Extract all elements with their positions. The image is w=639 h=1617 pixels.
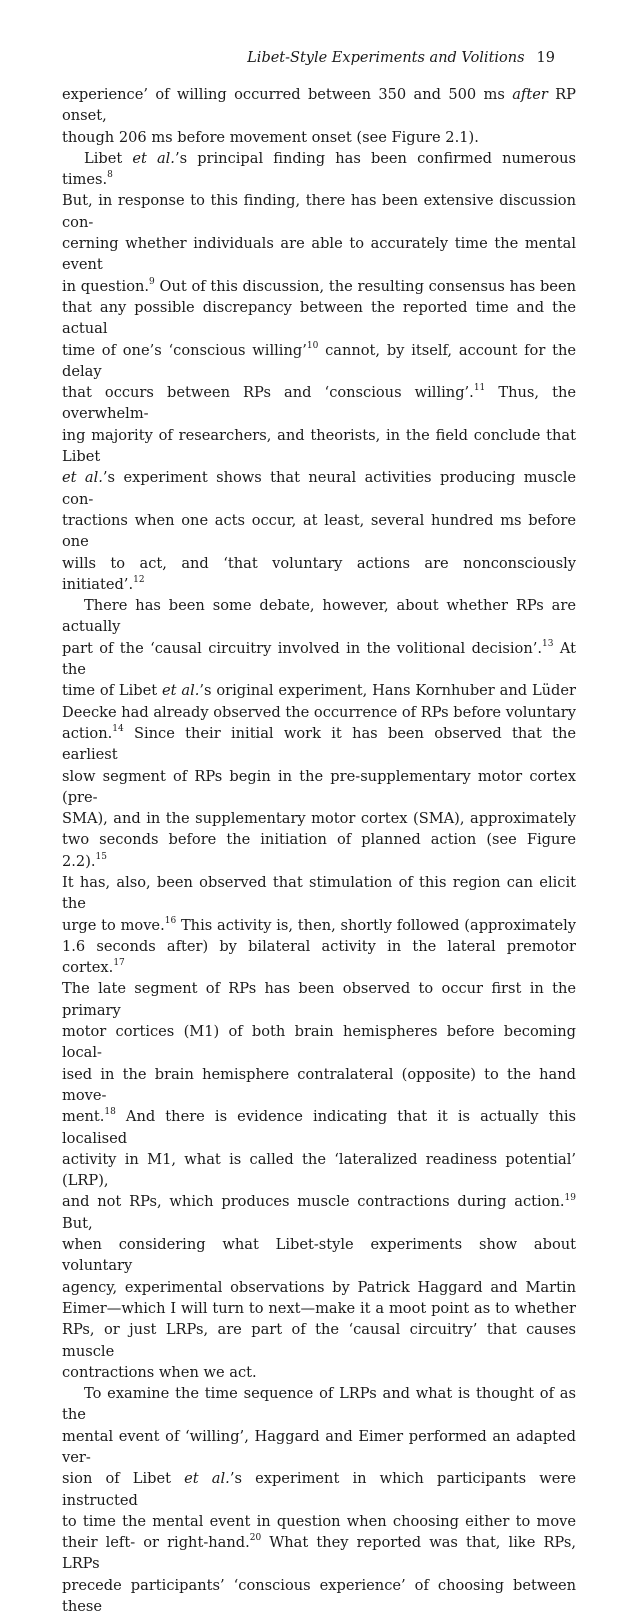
running-header xyxy=(247,50,555,66)
paragraph xyxy=(62,148,576,595)
paragraph xyxy=(62,595,576,1383)
paragraph xyxy=(62,1383,576,1617)
text-line: tractions when one acts occur, at least, several hundred ms before one xyxy=(62,511,576,551)
text-line: ing majority of researchers, and theorists, in the field conclude that Libet xyxy=(62,426,576,466)
text-line: precede participants’ ‘conscious experience’ of choosing between these xyxy=(62,1576,576,1616)
running-title: Libet-Style Experiments and Volitions xyxy=(247,50,525,66)
text-line: two seconds before the initiation of planned action (see Figure 2.2).$^{15}$ xyxy=(62,831,576,870)
text-line: experience’ of willing occurred between 350 and 500 ms after RP onset, xyxy=(62,86,576,125)
text-line: wills to act, and ‘that voluntary actions are nonconsciously initiated’.$^{12}$ xyxy=(62,554,576,593)
text-line: motor cortices (M1) of both brain hemispheres before becoming local- xyxy=(62,1023,576,1062)
text-line: part of the ‘causal circuitry involved in the volitional decision’.$^{13}$ At the xyxy=(62,638,576,679)
text-line: RPs, or just LRPs, are part of the ‘causal circuitry’ that causes muscle xyxy=(62,1321,576,1360)
text-line: slow segment of RPs begin in the pre-supplementary motor cortex (pre- xyxy=(62,767,576,806)
text-line: mental event of ‘willing’, Haggard and Eimer performed an adapted ver- xyxy=(62,1427,576,1466)
text-line: urge to move.$^{16}$ This activity is, then, shortly followed (approximately xyxy=(62,915,576,934)
text-line: in question.$^9$ Out of this discussion, the resulting consensus has been xyxy=(62,276,576,295)
text-line: cerning whether individuals are able to accurately time the mental event xyxy=(62,235,576,274)
text-line: their left- or right-hand.$^{20}$ What they reported was that, like RPs, LRPs xyxy=(62,1533,576,1573)
text-line: SMA), and in the supplementary motor cortex (SMA), approximately xyxy=(62,810,576,828)
text-line: Libet et al.’s principal finding has been confirmed numerous times.$^8$ xyxy=(62,149,576,189)
text-line: sion of Libet et al.’s experiment in which participants were instructed xyxy=(62,1470,576,1509)
text-line: to time the mental event in question when choosing either to move xyxy=(62,1512,576,1530)
text-line: Eimer—which I will turn to next—make it a moot point as to whether xyxy=(62,1299,576,1317)
paragraph xyxy=(62,84,576,148)
text-line: ised in the brain hemisphere contralateral (opposite) to the hand move- xyxy=(62,1065,576,1104)
text-line: The late segment of RPs has been observed to occur first in the primary xyxy=(62,980,576,1019)
text-line: time of one’s ‘conscious willing’$^{10}$ cannot, by itself, account for the delay xyxy=(62,340,576,380)
text-line: contractions when we act. xyxy=(62,1363,257,1381)
text-line: There has been some debate, however, about whether RPs are actually xyxy=(62,597,576,636)
text-line: though 206 ms before movement onset (see Figure 2.1). xyxy=(62,128,479,146)
text-line: 1.6 seconds after) by bilateral activity in the lateral premotor cortex.$^{17}$ xyxy=(62,937,576,977)
text-line: Deecke had already observed the occurrence of RPs before voluntary xyxy=(62,703,576,721)
text-line: activity in M1, what is called the ‘lateralized readiness potential’ (LRP), xyxy=(62,1150,576,1190)
text-line: when considering what Libet-style experiments show about voluntary xyxy=(62,1236,576,1275)
page-number: 19 xyxy=(536,50,555,66)
text-line: action.$^{14}$ Since their initial work it has been observed that the earliest xyxy=(62,724,576,764)
text-line: ment.$^{18}$ And there is evidence indicating that it is actually this localised xyxy=(62,1107,576,1147)
text-line: To examine the time sequence of LRPs and what is thought of as the xyxy=(62,1385,576,1424)
text-line: that occurs between RPs and ‘conscious willing’.$^{11}$ Thus, the overwhelm- xyxy=(62,383,576,423)
text-line: time of Libet et al.’s original experiment, Hans Kornhuber and Lüder xyxy=(62,682,576,700)
text-line: et al.’s experiment shows that neural activities producing muscle con- xyxy=(62,469,576,508)
text-line: and not RPs, which produces muscle contractions during action.$^{19}$ But, xyxy=(62,1192,576,1232)
text-line: But, in response to this finding, there has been extensive discussion con- xyxy=(62,192,576,231)
text-line: It has, also, been observed that stimulation of this region can elicit the xyxy=(62,873,576,913)
body-text xyxy=(62,84,576,1617)
text-line: that any possible discrepancy between the reported time and the actual xyxy=(62,298,576,338)
text-line: agency, experimental observations by Patrick Haggard and Martin xyxy=(62,1278,576,1296)
